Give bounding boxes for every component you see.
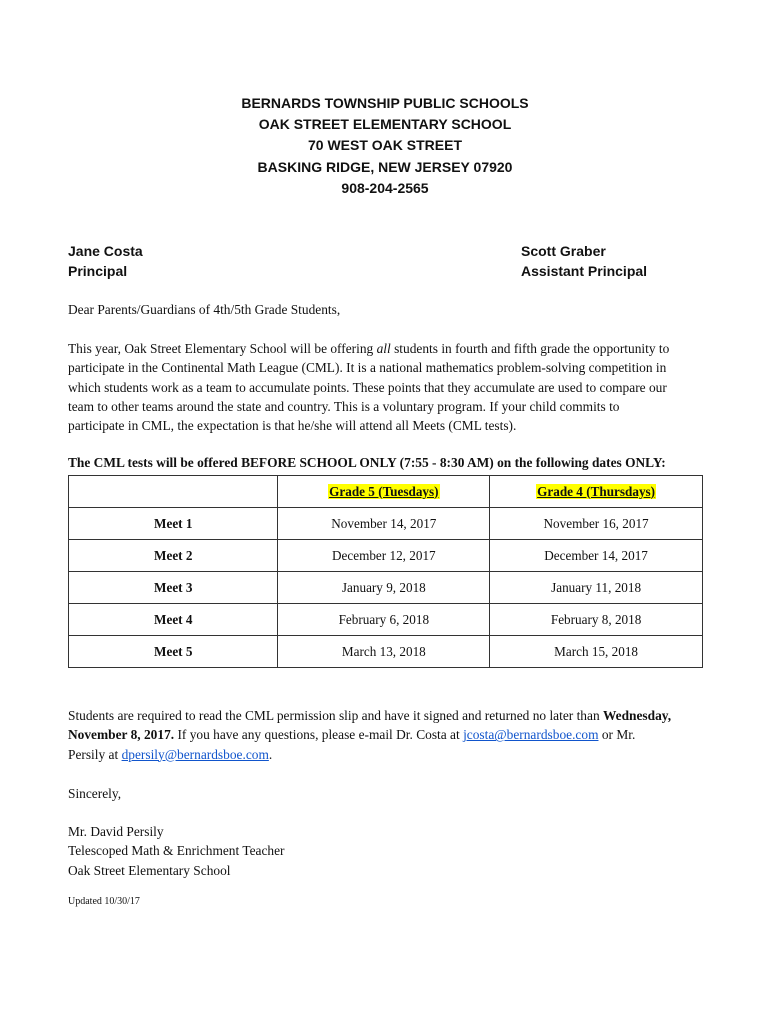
school-street: 70 WEST OAK STREET: [307, 137, 463, 154]
table-header-row: [69, 476, 703, 508]
grade5-date: January 9, 2018: [278, 572, 490, 604]
grade4-date: March 15, 2018: [490, 636, 703, 668]
grade4-date: January 11, 2018: [490, 572, 703, 604]
email-persily-link[interactable]: dpersily@bernardsboe.com: [121, 746, 269, 762]
school-name: OAK STREET ELEMENTARY SCHOOL: [258, 116, 512, 133]
intro-line3: which students work as a team to accumulate points. These points that they accumulate are used to compare our: [68, 379, 667, 395]
school-phone: 908-204-2565: [341, 179, 429, 196]
principal-block: [68, 241, 143, 281]
grade4-date: December 14, 2017: [490, 540, 703, 572]
intro-line1-start: This year, Oak Street Elementary School will be offering: [68, 341, 377, 356]
table-heading: The CML tests will be offered BEFORE SCHOOL ONLY (7:55 - 8:30 AM) on the following dates ONLY:: [68, 455, 666, 470]
letterhead: [0, 93, 770, 199]
district-name: BERNARDS TOWNSHIP PUBLIC SCHOOLS: [241, 95, 529, 111]
meet-label: Meet 5: [69, 636, 278, 668]
header-grade5: [278, 476, 490, 508]
meet-label: Meet 1: [69, 508, 278, 540]
grade4-date: November 16, 2017: [490, 508, 703, 540]
deadline-date: November 8, 2017.: [68, 727, 175, 743]
grade4-date: February 8, 2018: [490, 604, 703, 636]
intro-paragraph: [68, 339, 708, 435]
table-row: [69, 636, 703, 668]
assistant-principal-title: Assistant Principal: [521, 263, 648, 279]
requirement-line3-end: .: [268, 746, 273, 762]
requirement-paragraph: [68, 706, 708, 764]
table-row: [69, 604, 703, 636]
meet-label: Meet 4: [69, 604, 278, 636]
table-row: [69, 572, 703, 604]
assistant-principal-name: Scott Graber: [521, 243, 606, 259]
assistant-principal-block: [521, 241, 647, 281]
signature-title: Telescoped Math & Enrichment Teacher: [68, 843, 285, 859]
deadline-weekday: Wednesday,: [602, 708, 672, 723]
requirement-line3: Persily at: [68, 746, 122, 762]
meet-label: Meet 2: [69, 540, 278, 572]
header-grade4: [490, 476, 703, 508]
intro-line2: participate in the Continental Math League (CML). It is a national mathematics problem-solving competition in: [68, 360, 667, 376]
requirement-line2: If you have any questions, please e-mail Dr. Costa at: [174, 727, 464, 743]
grade5-date: February 6, 2018: [278, 604, 490, 636]
intro-line5: participate in CML, the expectation is that he/she will attend all Meets (CML tests).: [68, 418, 517, 434]
signature-block: [68, 822, 708, 880]
intro-line4: team to other teams around the state and country. This is a voluntary program. If your child commits to: [68, 398, 620, 414]
signature-school: Oak Street Elementary School: [68, 862, 231, 878]
school-city: BASKING RIDGE, NEW JERSEY 07920: [257, 158, 513, 175]
grade5-date: December 12, 2017: [278, 540, 490, 572]
grade5-date: November 14, 2017: [278, 508, 490, 540]
principal-name: Jane Costa: [68, 243, 143, 259]
header-grade5-label: Grade 5 (Tuesdays): [329, 483, 439, 499]
table-row: [69, 508, 703, 540]
updated-note: Updated 10/30/17: [68, 896, 140, 907]
grade5-date: March 13, 2018: [278, 636, 490, 668]
intro-line1-end: students in fourth and fifth grade the opportunity to: [390, 341, 670, 356]
email-costa-link[interactable]: jcosta@bernardsboe.com: [463, 727, 599, 743]
signature-name: Mr. David Persily: [68, 824, 164, 839]
header-blank-cell: [69, 476, 278, 508]
requirement-line1: Students are required to read the CML permission slip and have it signed and returned no later than: [68, 708, 603, 723]
requirement-line2-end: or Mr.: [598, 727, 636, 743]
table-row: [69, 540, 703, 572]
salutation: Dear Parents/Guardians of 4th/5th Grade Students,: [68, 302, 341, 317]
header-grade4-label: Grade 4 (Thursdays): [537, 483, 656, 499]
meets-table: [68, 475, 703, 668]
closing: Sincerely,: [68, 786, 122, 801]
meet-label: Meet 3: [69, 572, 278, 604]
principal-title: Principal: [68, 263, 128, 279]
intro-emphasis: all: [376, 341, 391, 356]
